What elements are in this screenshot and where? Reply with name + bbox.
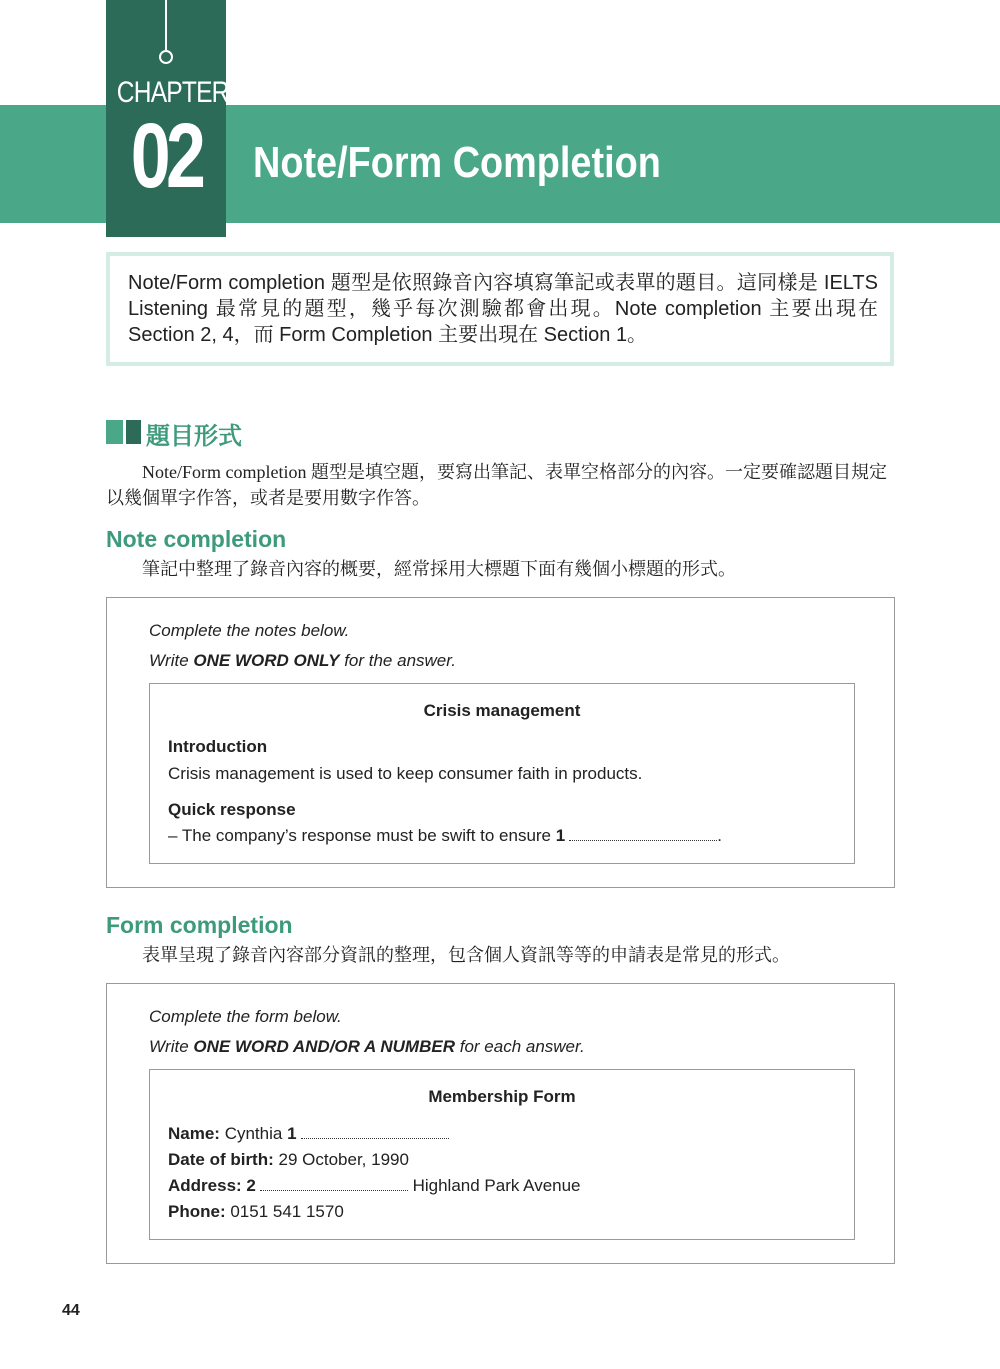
intro-box bbox=[106, 252, 894, 366]
form-name-line: Name: Cynthia 1 bbox=[168, 1124, 449, 1144]
section-paragraph: Note/Form completion 題型是填空題，要寫出筆記、表單空格部分的內容。一定要確認題目規定以幾個單字作答，或者是要用數字作答。 bbox=[106, 462, 887, 508]
answer-blank-1[interactable] bbox=[569, 828, 717, 841]
intro-text: Note/Form completion 題型是依照錄音內容填寫筆記或表單的題目。這同樣是 IELTS Listening 最常見的題型，幾乎每次測驗都會出現。Note completion 主要出現在 Section 2, 4，而 Form Completion 主要出現在 Section 1。 bbox=[128, 272, 878, 346]
note-sub2-text: – The company’s response must be swift to ensure 1 . bbox=[168, 826, 722, 845]
note-instruction-2: Write ONE WORD ONLY for the answer. bbox=[149, 651, 457, 670]
section-heading-text: 題目形式 bbox=[146, 422, 242, 450]
answer-blank-address[interactable] bbox=[260, 1178, 408, 1191]
form-address-line: Address: 2 Highland Park Avenue bbox=[168, 1176, 581, 1195]
tab-hanger-ring-icon bbox=[159, 50, 173, 64]
note-sub2-title: Quick response bbox=[168, 800, 296, 819]
tab-hanger-line bbox=[165, 0, 167, 50]
note-completion-description: 筆記中整理了錄音內容的概要，經常採用大標題下面有幾個小標題的形式。 bbox=[142, 559, 736, 579]
chapter-title: Note/Form Completion bbox=[253, 138, 661, 187]
heading-marker-icon bbox=[106, 420, 123, 444]
note-sub1-title: Introduction bbox=[168, 737, 268, 756]
answer-blank-name[interactable] bbox=[301, 1126, 449, 1139]
form-example-box bbox=[106, 983, 895, 1264]
form-instruction-1: Complete the form below. bbox=[149, 1007, 342, 1026]
heading-marker-icon bbox=[126, 420, 141, 444]
note-instruction-1: Complete the notes below. bbox=[149, 621, 350, 640]
form-card bbox=[149, 1069, 855, 1240]
form-completion-description: 表單呈現了錄音內容部分資訊的整理，包含個人資訊等等的申請表是常見的形式。 bbox=[142, 945, 790, 965]
form-phone-line: Phone: 0151 541 1570 bbox=[168, 1202, 344, 1221]
form-dob-line: Date of birth: 29 October, 1990 bbox=[168, 1150, 409, 1169]
form-completion-heading: Form completion bbox=[106, 912, 293, 938]
form-instruction-2: Write ONE WORD AND/OR A NUMBER for each answer. bbox=[149, 1037, 585, 1056]
note-sub1-text: Crisis management is used to keep consumer faith in products. bbox=[168, 764, 643, 783]
chapter-label: CHAPTER bbox=[116, 76, 229, 109]
note-card-title: Crisis management bbox=[423, 701, 581, 720]
page-number: 44 bbox=[62, 1302, 80, 1319]
form-card-title: Membership Form bbox=[428, 1087, 576, 1106]
note-example-box bbox=[106, 597, 895, 888]
note-completion-heading: Note completion bbox=[106, 526, 287, 552]
chapter-number: 02 bbox=[130, 105, 202, 207]
note-card bbox=[149, 683, 855, 864]
chapter-tab bbox=[106, 0, 229, 237]
